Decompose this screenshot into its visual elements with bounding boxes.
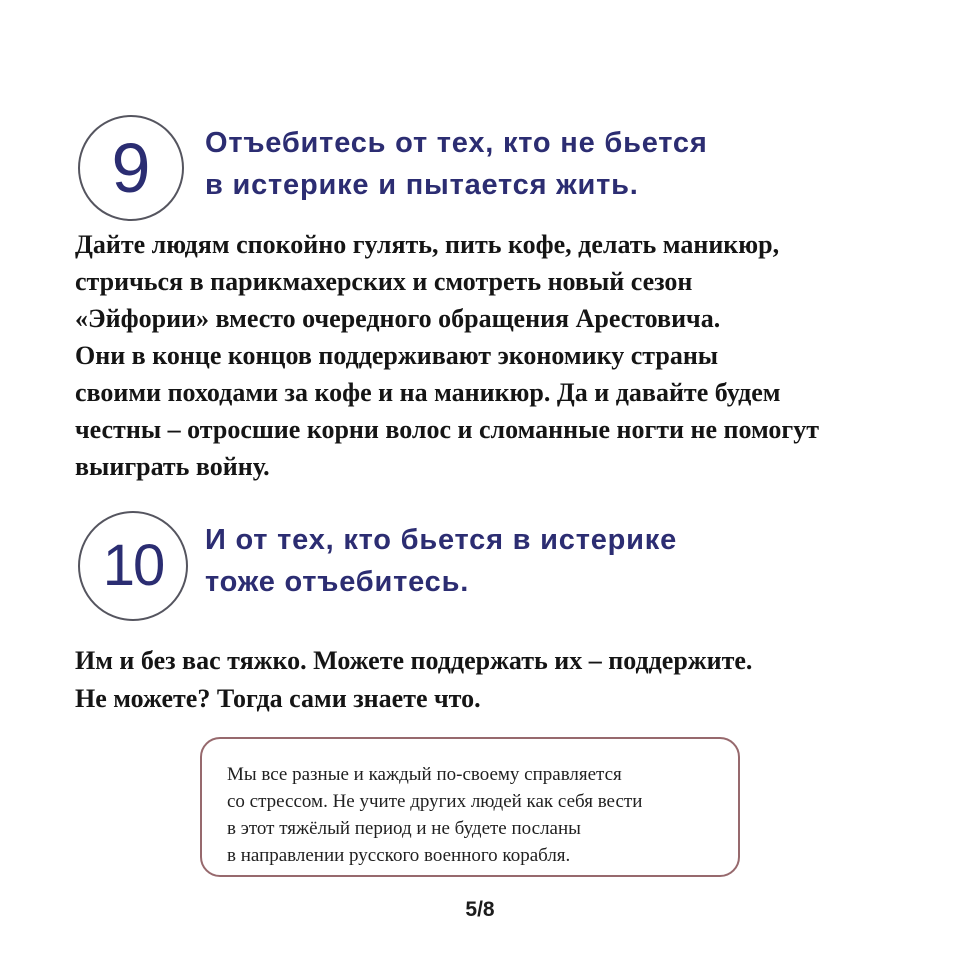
item-9-number: 9	[111, 129, 151, 207]
item-9-paragraph-line: выиграть войну.	[75, 452, 270, 481]
item-10-paragraph-line: Не можете? Тогда сами знаете что.	[75, 684, 481, 713]
item-9-paragraph-line: стричься в парикмахерских и смотреть новый сезон	[75, 267, 693, 296]
item-10-paragraph	[75, 642, 752, 718]
item-9-heading-line-2: в истерике и пытается жить.	[205, 169, 639, 201]
item-10-number: 10	[102, 533, 164, 598]
item-9-paragraph-line: своими походами за кофе и на маникюр. Да и давайте будем	[75, 378, 781, 407]
callout-line: со стрессом. Не учите других людей как себя вести	[227, 791, 643, 812]
item-10-heading-line-2: тоже отъебитесь.	[205, 566, 470, 598]
item-9-paragraph-line: честны – отросшие корни волос и сломанные ногти не помогут	[75, 415, 819, 444]
item-9-paragraph	[75, 226, 819, 485]
page-indicator: 5/8	[465, 898, 495, 921]
item-9-heading-line-1: Отъебитесь от тех, кто не бьется	[205, 127, 708, 159]
callout-box	[200, 737, 740, 877]
item-10-paragraph-line: Им и без вас тяжко. Можете поддержать их – поддержите.	[75, 646, 753, 675]
item-9-paragraph-line: «Эйфории» вместо очередного обращения Арестовича.	[75, 304, 721, 333]
item-10-heading	[205, 519, 677, 603]
item-10-number-badge	[78, 511, 188, 621]
item-9-heading	[205, 122, 708, 206]
item-10-heading-line-1: И от тех, кто бьется в истерике	[205, 524, 678, 556]
item-9-paragraph-line: Дайте людям спокойно гулять, пить кофе, делать маникюр,	[75, 230, 780, 259]
item-9-number-badge	[78, 115, 184, 221]
callout-line: Мы все разные и каждый по-своему справляется	[227, 764, 622, 785]
callout-line: в направлении русского военного корабля.	[227, 845, 571, 866]
item-9-paragraph-line: Они в конце концов поддерживают экономику страны	[75, 341, 719, 370]
callout-line: в этот тяжёлый период и не будете посланы	[227, 818, 581, 839]
